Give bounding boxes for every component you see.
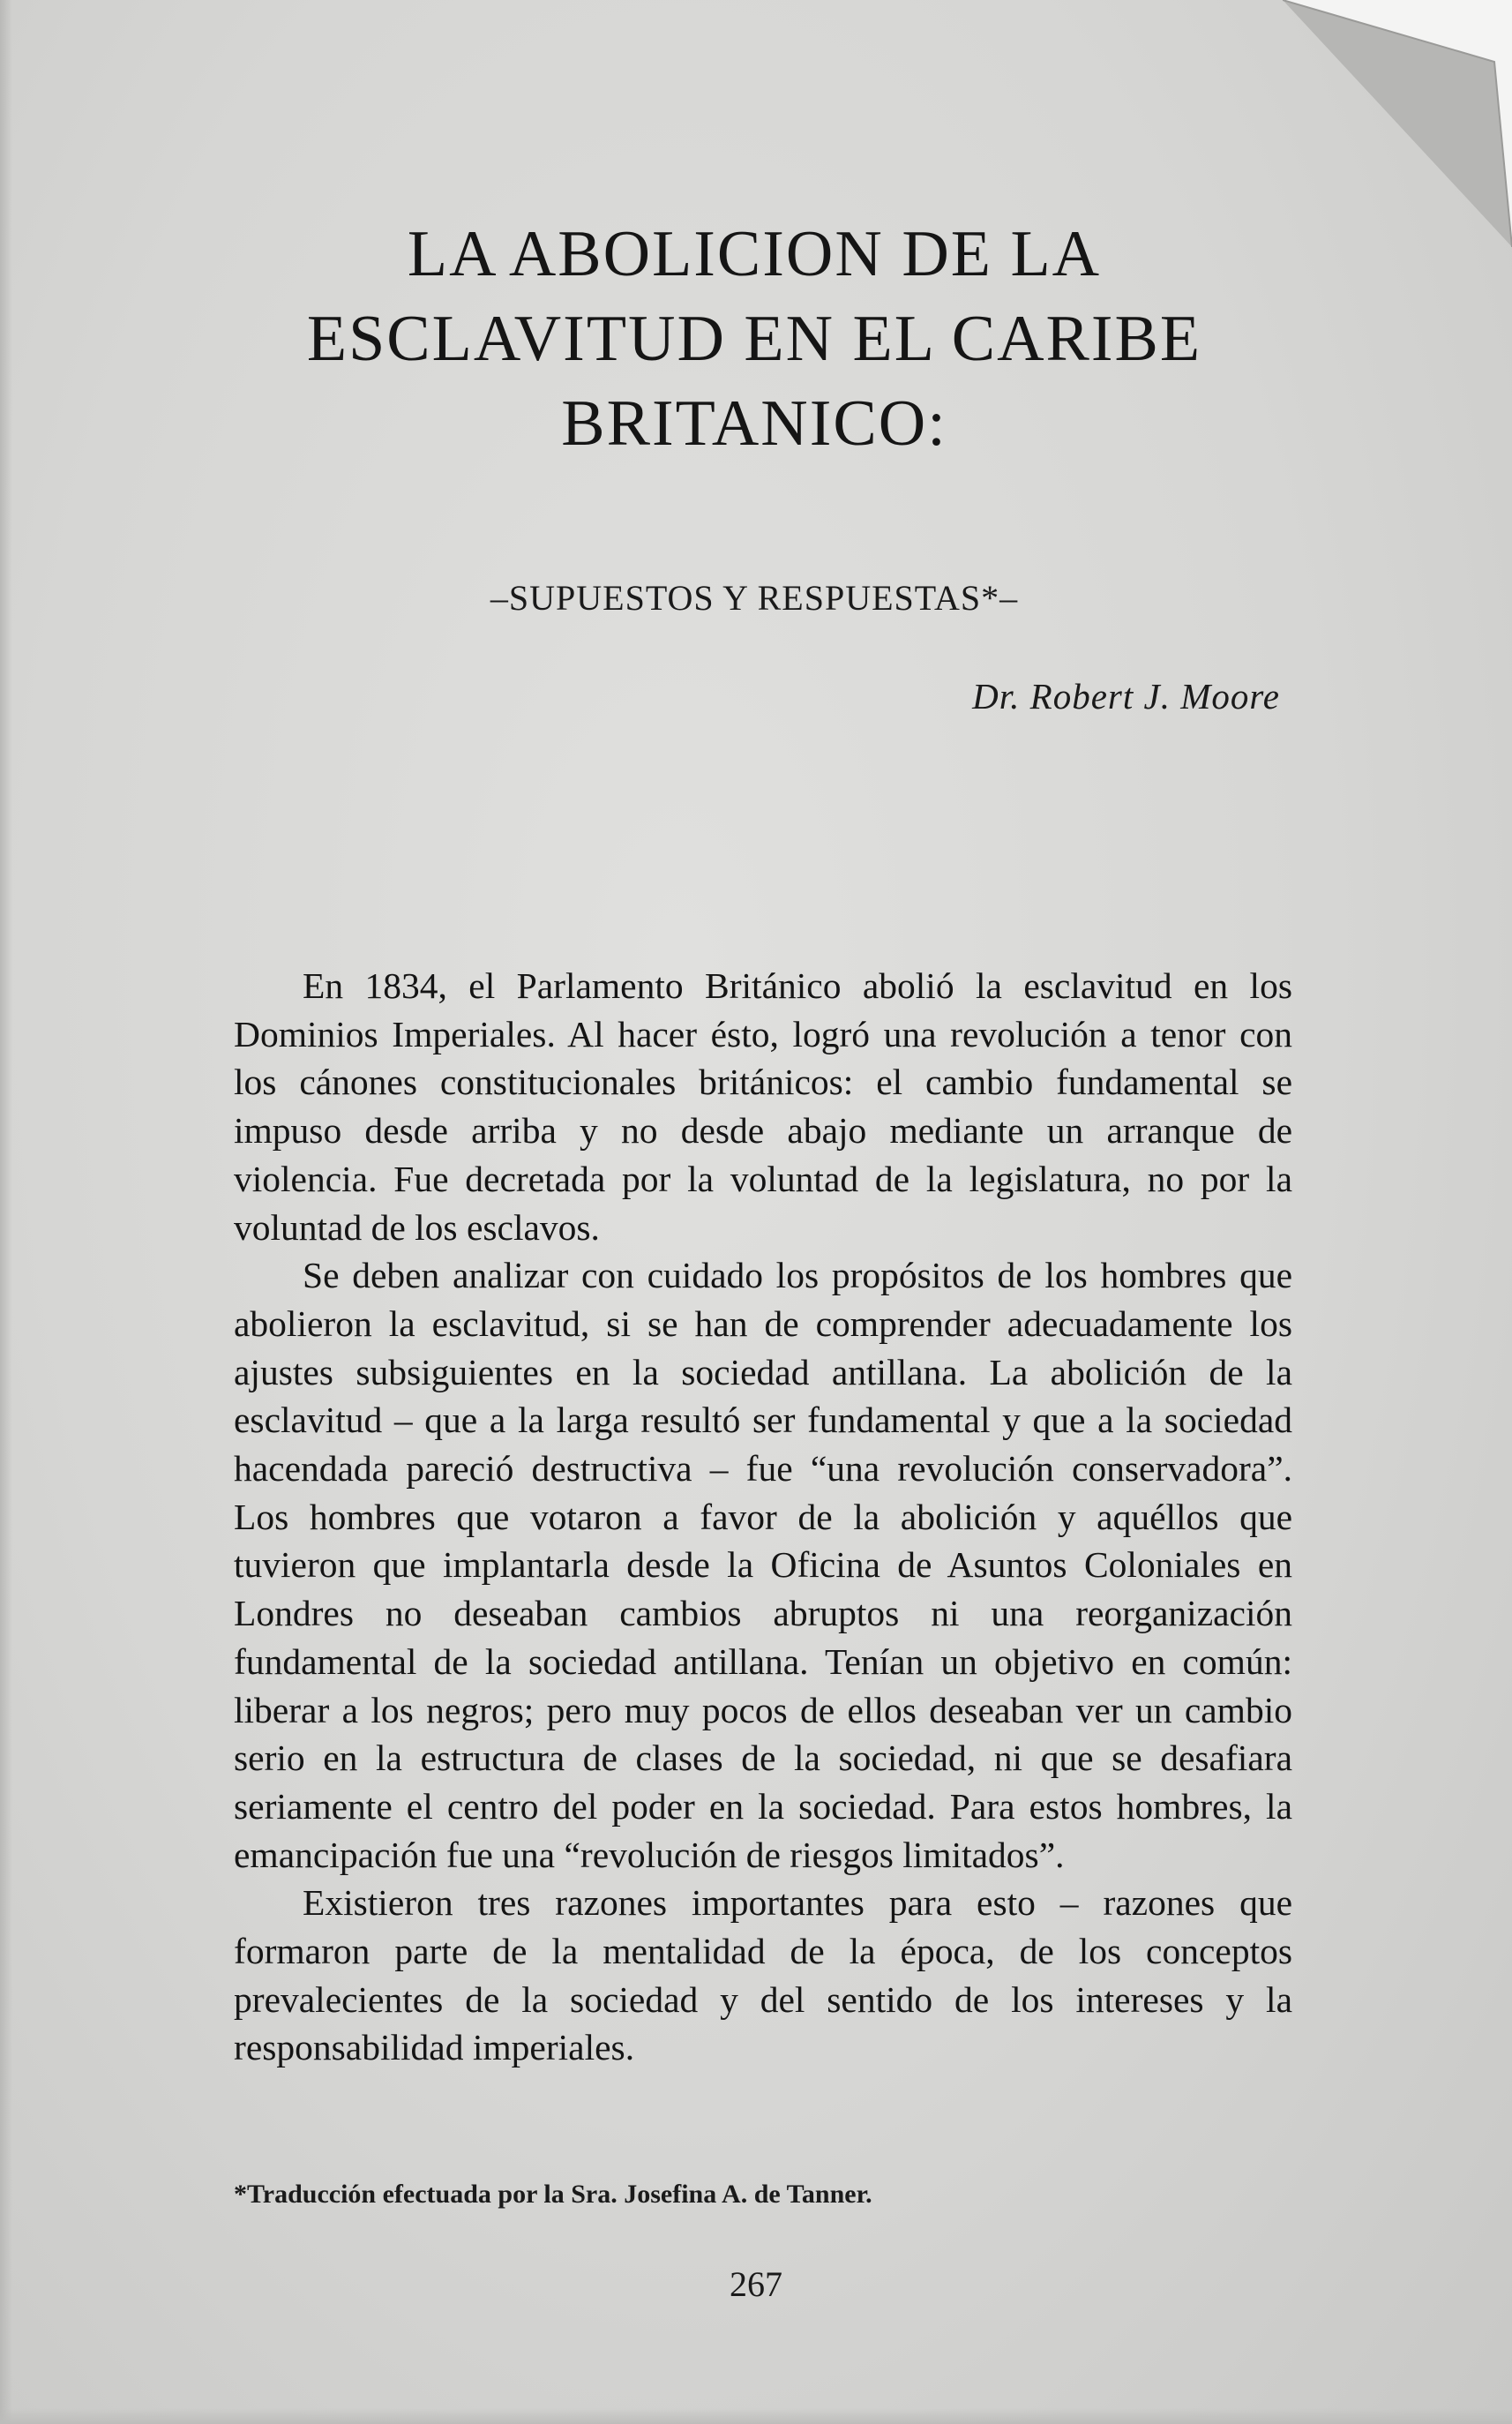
- title-line-2: ESCLAVITUD EN EL CARIBE: [306, 303, 1202, 375]
- paragraph-1: En 1834, el Parlamento Británico abolió la esclavitud en los Dominios Imperiales. Al hacer ésto, logró una revolución a tenor con los cánones constitucionales británicos: el cambio fundamental se impuso desde arriba y no desde abajo mediante un arranque de violencia. Fue decretada por la voluntad de la legislatura, no por la voluntad de los esclavos.: [234, 965, 1292, 1248]
- page-edge-shadow: [0, 0, 12, 2424]
- title-line-1: LA ABOLICION DE LA: [407, 218, 1102, 290]
- title-line-3: BRITANICO:: [561, 387, 947, 460]
- article-subtitle: –SUPUESTOS Y RESPUESTAS*–: [490, 578, 1019, 618]
- article-title: [176, 212, 1332, 466]
- article-body: [234, 962, 1292, 2072]
- page-bottom-shadow: [0, 2408, 1512, 2424]
- paragraph-2: Se deben analizar con cuidado los propósitos de los hombres que abolieron la esclavitud, si se han de comprender adecuadamente los ajustes subsiguientes en la sociedad antillana. La abolición de la esclavitud – que a la larga resultó ser fundamental y que a la sociedad hacendada pareció destructiva – fue “una revolución conservadora”. Los hombres que votaron a favor de la abolición y aquéllos que tuvieron que implantarla desde la Oficina de Asuntos Coloniales en Londres no deseaban cambios abruptos ni una reorganización fundamental de la sociedad antillana. Tenían un objetivo en común: liberar a los negros; pero muy pocos de ellos deseaban ver un cambio serio en la estructura de clases de la sociedad, ni que se desafiara seriamente el centro del poder en la sociedad. Para estos hombres, la emancipación fue una “revolución de riesgos limitados”.: [234, 1255, 1292, 1875]
- folded-corner: [1283, 0, 1512, 247]
- translation-footnote: *Traducción efectuada por la Sra. Josefina A. de Tanner.: [234, 2180, 872, 2209]
- paragraph-3: Existieron tres razones importantes para esto – razones que formaron parte de la mentalidad de la época, de los conceptos prevalecientes de la sociedad y del sentido de los intereses y la responsabilidad imperiales.: [234, 1882, 1292, 2068]
- page-number: 267: [730, 2264, 782, 2304]
- article-author: Dr. Robert J. Moore: [972, 676, 1280, 717]
